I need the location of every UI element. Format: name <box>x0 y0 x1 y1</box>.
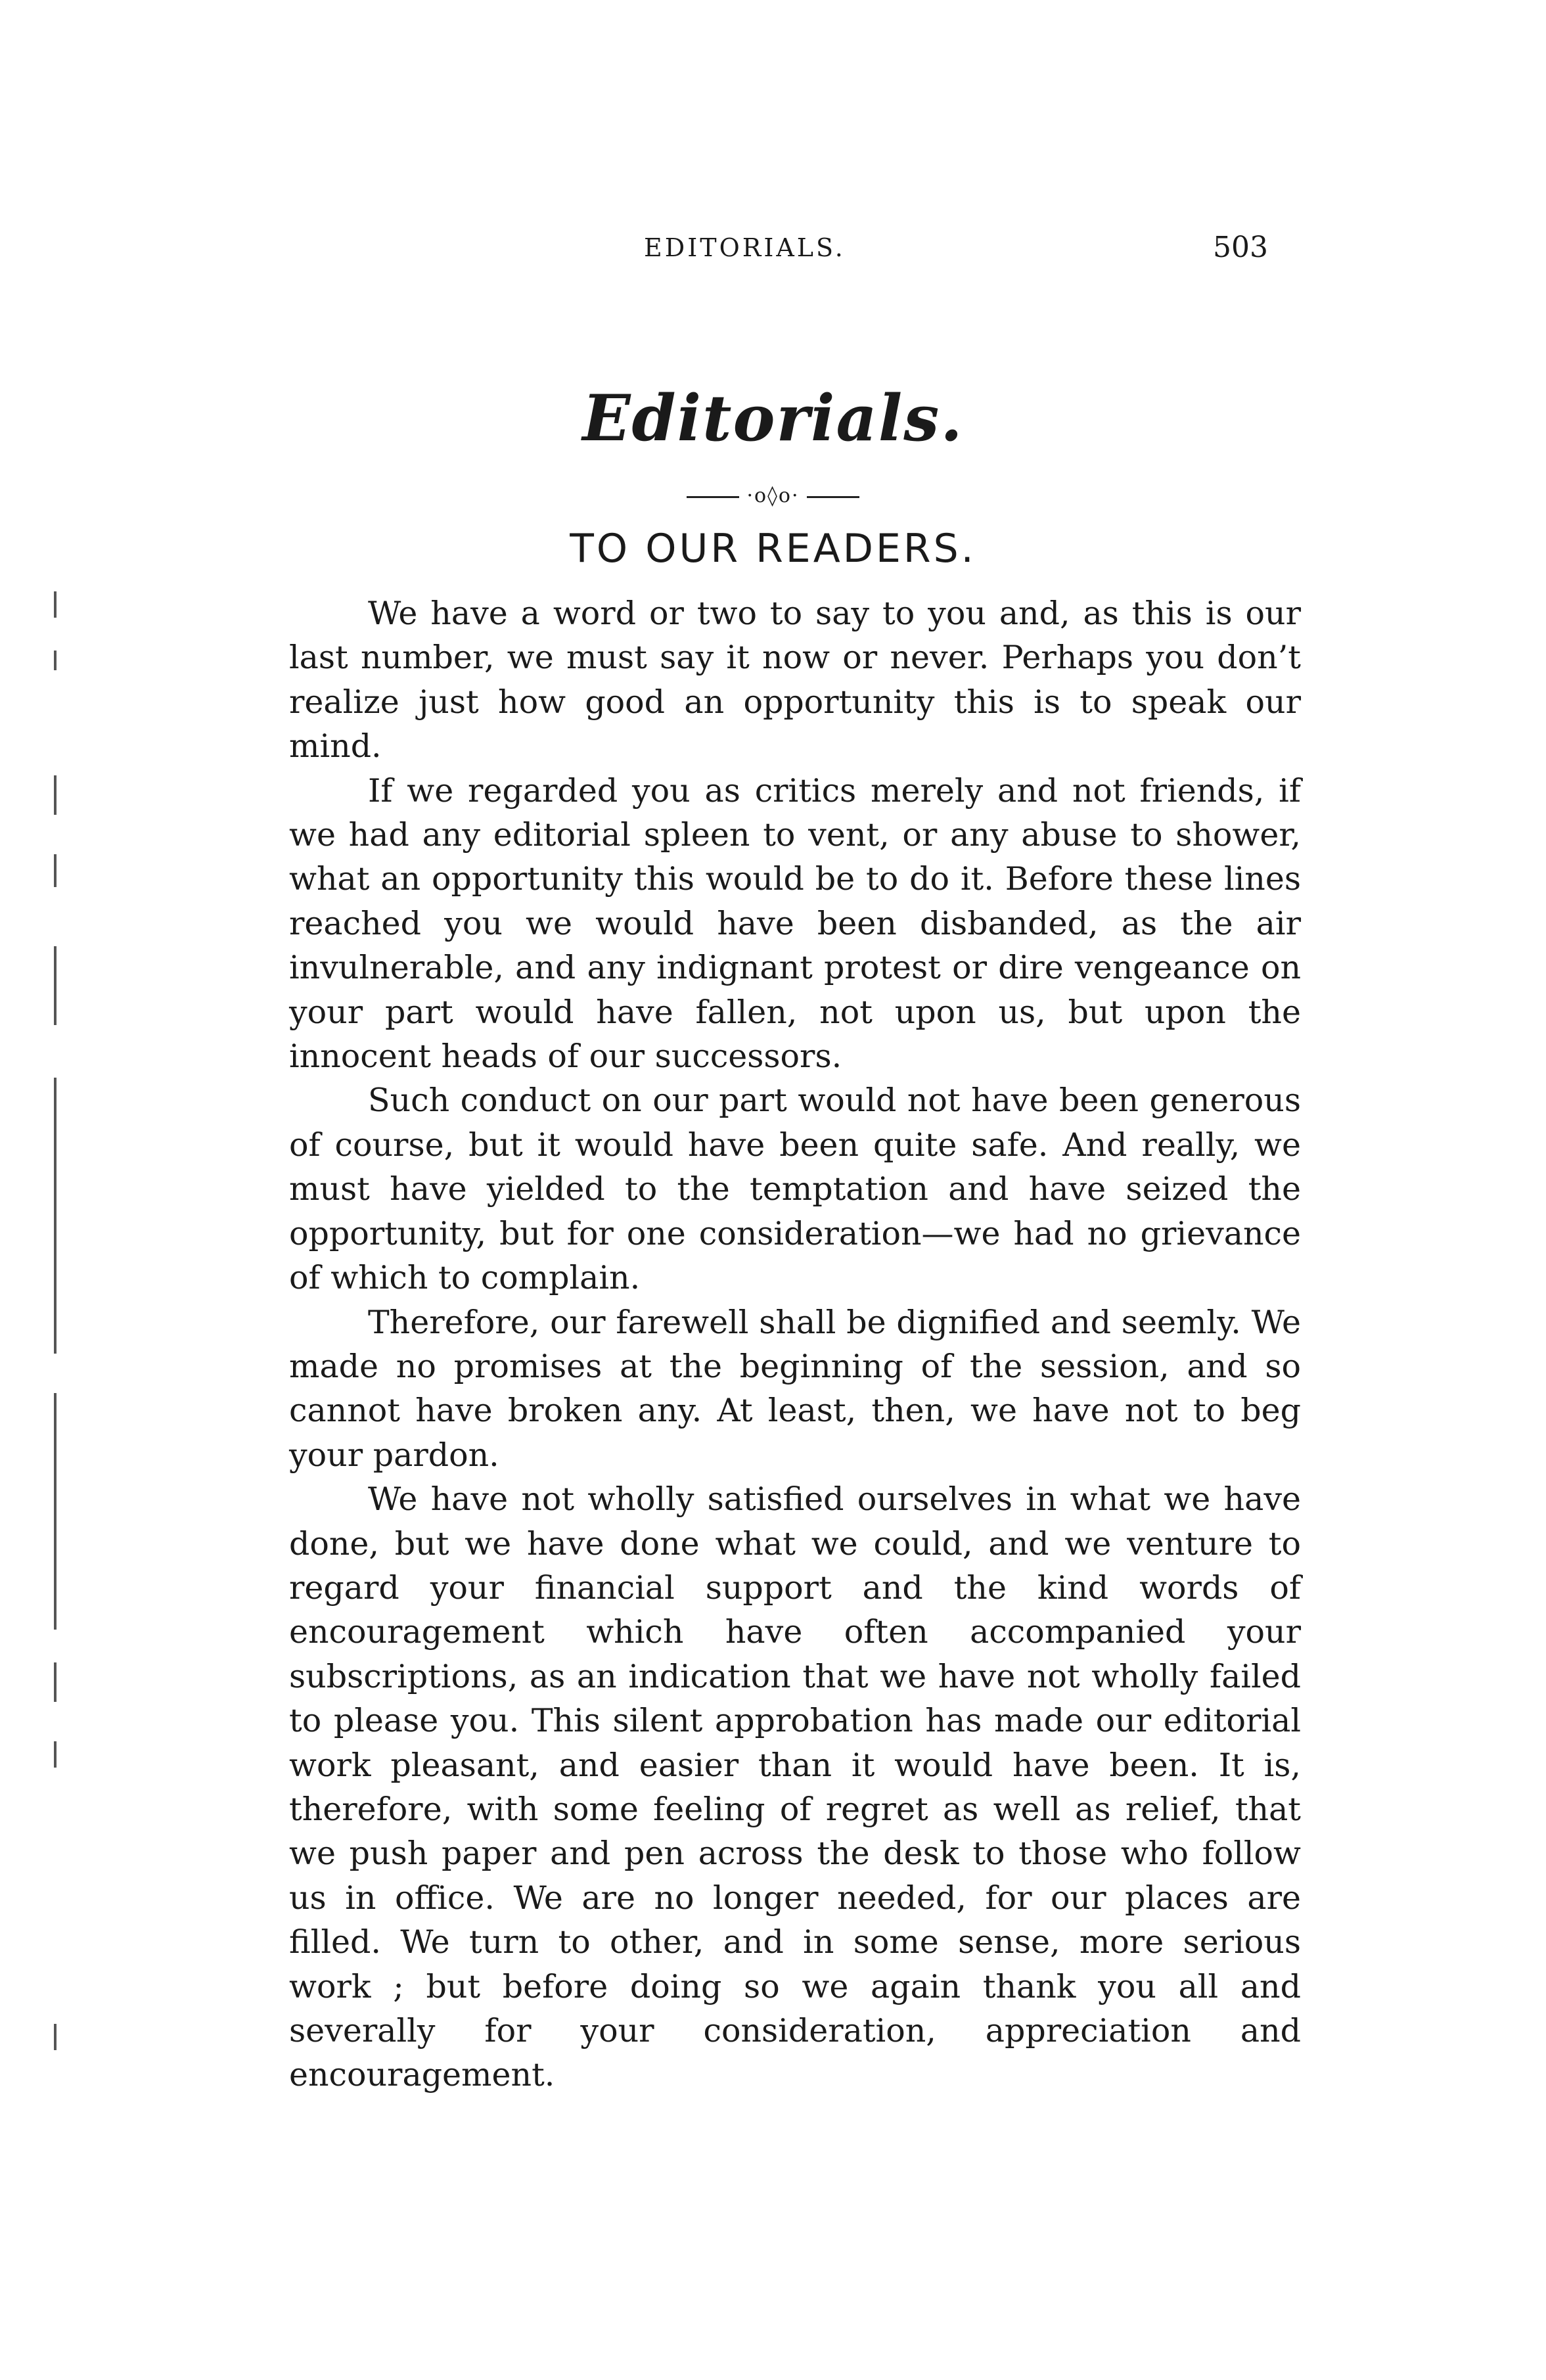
margin-mark <box>54 854 57 887</box>
page-number: 503 <box>1213 231 1268 264</box>
margin-mark <box>54 775 57 815</box>
divider-rule-right <box>807 496 859 498</box>
margin-mark <box>54 1662 57 1702</box>
paragraph: We have a word or two to say to you and, as this is our last number, we must say it now or never. Perhaps you don’t realize just how good an opportunity this is to speak our mind. <box>289 595 1301 766</box>
margin-mark <box>54 1078 57 1354</box>
margin-mark <box>54 651 57 670</box>
paragraph: Such conduct on our part would not have been generous of course, but it would have been quite safe. And really, we must have yielded to the temptation and have seized the opportunity, but for one consideration—we had no grievance of which to complain. <box>289 1082 1301 1297</box>
ornament-divider <box>0 483 1546 509</box>
binding-margin-marks <box>46 578 72 2352</box>
page-header <box>644 233 1268 279</box>
divider-rule-left <box>687 496 739 498</box>
margin-mark <box>54 2024 57 2050</box>
margin-mark <box>54 1393 57 1630</box>
paragraph: Therefore, our farewell shall be dignified and seemly. We made no promises at the beginning of the session, and so cannot have broken any. At least, then, we have not to beg your pardon. <box>289 1303 1301 1474</box>
paragraph: If we regarded you as critics merely and not friends, if we had any editorial spleen to vent, or any abuse to shower, what an opportunity this would be to do it. Before these lines reached you we would have been disbanded, as the air invulnerable, and any indignant protest or dire vengeance on your part would have fallen, not upon us, but upon the innocent heads of our successors. <box>289 771 1301 1076</box>
margin-mark <box>54 591 57 618</box>
ornament-glyph: ·o◊o· <box>746 484 800 507</box>
paragraph: We have not wholly satisfied ourselves in what we have done, but we have done what we could, and we venture to regard your financial support and the kind words of encouragement which have often accompanied your subscriptions, as an indication that we have not wholly failed to please you. This silent approbation has made our editorial work pleasant, and easier than it would have been. It is, therefore, with some feeling of regret as well as relief, that we push paper and pen across the desk to those who follow us in office. We are no longer needed, for our places are filled. We turn to other, and in some sense, more serious work ; but before doing so we again thank you all and severally for your consideration, appreciation and encouragement. <box>289 1480 1301 2094</box>
margin-mark <box>54 1741 57 1768</box>
article-heading: TO OUR READERS. <box>570 526 976 572</box>
section-title: Editorials. <box>582 381 964 455</box>
running-head: EDITORIALS. <box>644 233 846 262</box>
article-body <box>289 591 1301 2097</box>
margin-mark <box>54 946 57 1025</box>
